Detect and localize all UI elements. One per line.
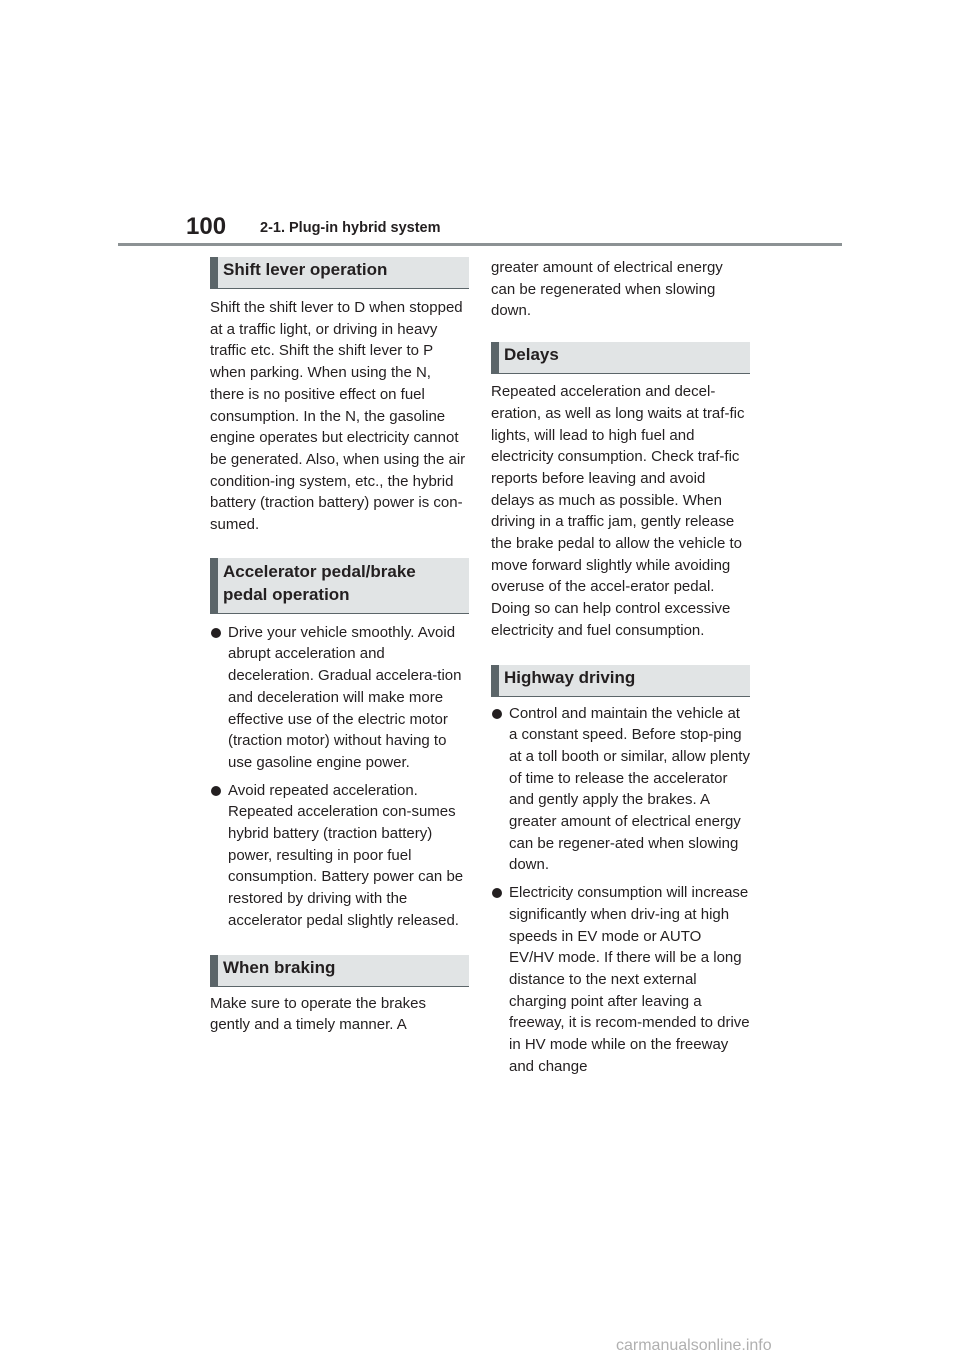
when-braking-text: Make sure to operate the brakes gently and a timely manner. A (210, 994, 426, 1034)
bullet-text: Avoid repeated acceleration. Repeated acceleration con-sumes hybrid battery (traction battery) power, resulting in poor fuel consumption. Battery power can be restored by driving with the accelerator pedal slightly released. (228, 781, 464, 929)
shift-lever-text: Shift the shift lever to D when stopped at a traffic light, or driving in heavy traffic etc. Shift the shift lever to P when parking. When using the N, there is no positive effect on fuel consumption. In the N, the gasoline engine operates but electricity cannot be generated. Also, when using the air condition-ing system, etc., the hybrid battery (traction battery) power is con-sumed. (210, 299, 466, 534)
when-braking-continued: greater amount of electrical energy can be regenerated when slowing down. (491, 259, 723, 320)
heading-pedal-line2: pedal operation (223, 584, 350, 604)
highway-bullet-list (491, 703, 750, 1078)
list-item (491, 703, 750, 877)
bullet-icon (211, 786, 221, 796)
heading-delays: Delays (491, 342, 750, 374)
bullet-icon (492, 888, 502, 898)
heading-shift-lever: Shift lever operation (210, 257, 469, 289)
pedal-bullet-list (210, 622, 469, 932)
page-number: 100 (186, 213, 227, 240)
header-rule (118, 243, 842, 246)
bullet-text: Electricity consumption will increase significantly when driv-ing at high speeds in EV mode or AUTO EV/HV mode. If there will be a long distance to the next external charging point after leaving a freeway, it is recom-mended to drive in HV mode while on the freeway and change (509, 884, 750, 1075)
heading-pedal-operation (210, 558, 469, 614)
section-title: 2-1. Plug-in hybrid system (260, 220, 441, 236)
heading-pedal-line1: Accelerator pedal/brake (223, 561, 416, 581)
heading-highway-driving: Highway driving (491, 665, 750, 697)
bullet-icon (492, 709, 502, 719)
left-column (210, 257, 469, 1036)
bullet-text: Drive your vehicle smoothly. Avoid abrupt acceleration and deceleration. Gradual accelera-tion and deceleration will make more effective use of the electric motor (traction motor) without having to use gasoline engine power. (228, 623, 462, 771)
delays-text: Repeated acceleration and decel-eration, as well as long waits at traf-fic lights, will lead to high fuel and electricity consumption. Check traf-fic reports before leaving and avoid delays as much as possible. When driving in a traffic jam, gently release the brake pedal to allow the vehicle to move forward slightly while avoiding overuse of the accel-erator pedal. Doing so can help control excessive electricity and fuel consumption. (491, 383, 745, 639)
bullet-text: Control and maintain the vehicle at a constant speed. Before stop-ping at a toll booth or similar, allow plenty of time to release the accelerator and gently apply the brakes. A greater amount of electrical energy can be regener-ated when slowing down. (509, 704, 750, 874)
heading-when-braking: When braking (210, 955, 469, 987)
bullet-icon (211, 628, 221, 638)
list-item (210, 622, 469, 774)
list-item (210, 780, 469, 932)
list-item (491, 882, 750, 1077)
watermark-text: carmanualsonline.info (616, 1337, 772, 1354)
right-column (491, 257, 750, 1078)
